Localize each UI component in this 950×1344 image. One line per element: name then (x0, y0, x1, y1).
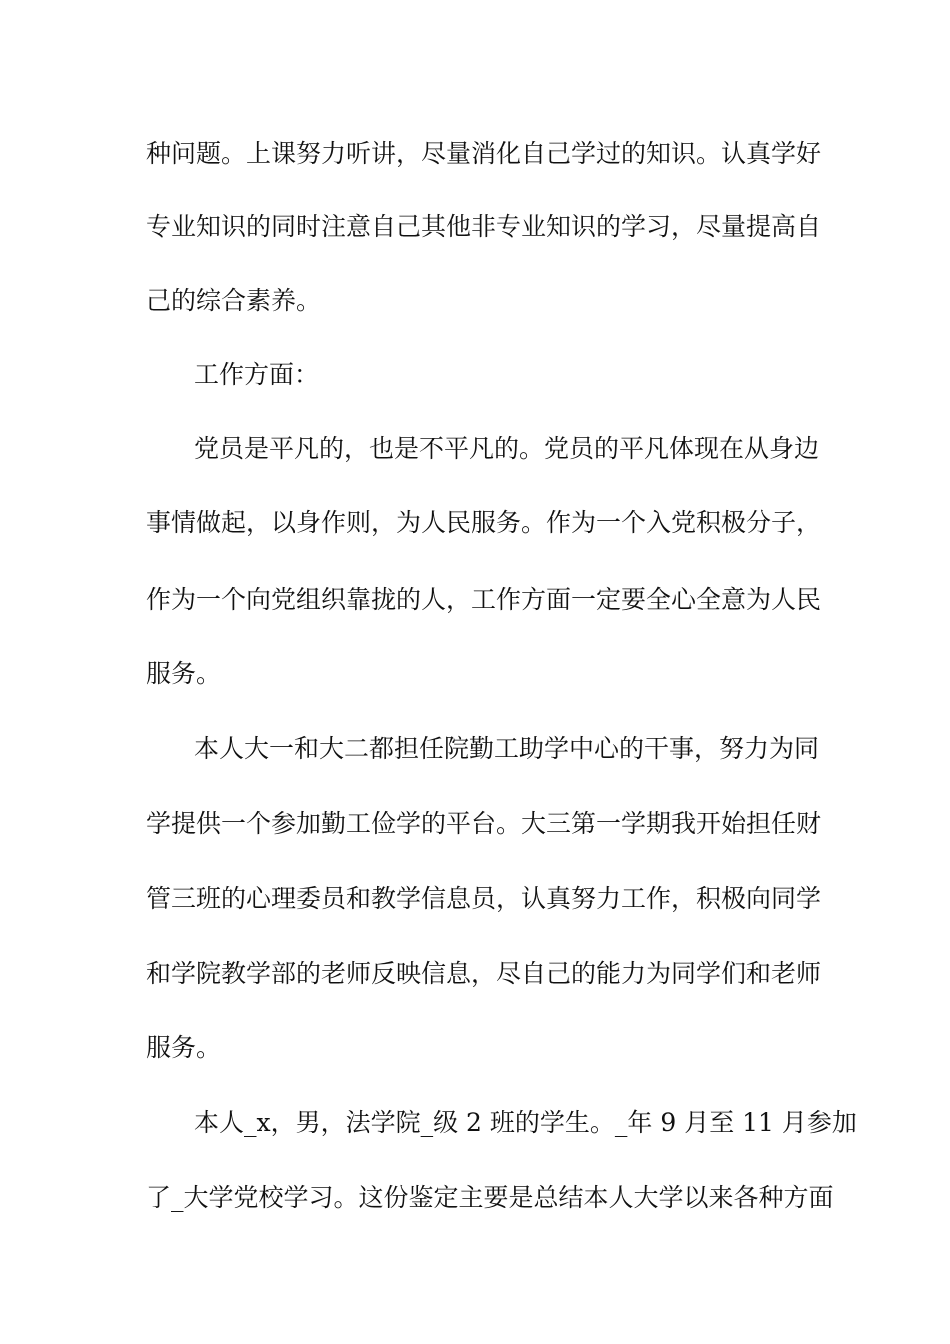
text-line: 事情做起，以身作则，为人民服务。作为一个入党积极分子， (146, 508, 822, 537)
text-line: 服务。 (146, 1033, 222, 1062)
text-line: 了_大学党校学习。这份鉴定主要是总结本人大学以来各种方面 (146, 1183, 834, 1212)
text-line: 管三班的心理委员和教学信息员，认真努力工作，积极向同学 (146, 884, 822, 913)
text-line: 作为一个向党组织靠拢的人，工作方面一定要全心全意为人民 (146, 585, 822, 614)
text-line: 服务。 (146, 659, 222, 688)
text-line: 己的综合素养。 (146, 286, 322, 315)
text-line: 和学院教学部的老师反映信息，尽自己的能力为同学们和老师 (146, 959, 822, 988)
text-line: 党员是平凡的，也是不平凡的。党员的平凡体现在从身边 (194, 434, 820, 463)
text-line: 学提供一个参加勤工俭学的平台。大三第一学期我开始担任财 (146, 809, 822, 838)
section-heading: 工作方面： (194, 360, 320, 389)
text-line: 本人大一和大二都担任院勤工助学中心的干事，努力为同 (194, 734, 820, 763)
text-line: 种问题。上课努力听讲，尽量消化自己学过的知识。认真学好 (146, 139, 822, 168)
text-line: 本人_x，男，法学院_级 2 班的学生。_年 9 月至 11 月参加 (194, 1108, 857, 1137)
text-line: 专业知识的同时注意自己其他非专业知识的学习，尽量提高自 (146, 212, 822, 241)
